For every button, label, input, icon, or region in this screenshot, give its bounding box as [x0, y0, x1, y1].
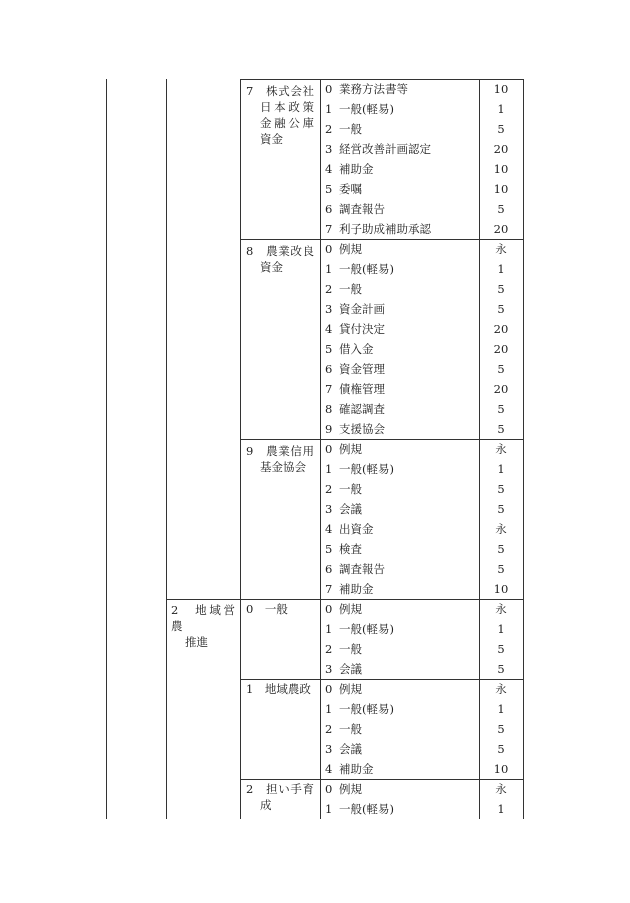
item-number: 4	[325, 522, 333, 536]
item-number: 3	[325, 662, 333, 676]
section-label-line: 基金協会	[260, 460, 306, 474]
item-number: 3	[325, 302, 333, 316]
retention-value: 5	[497, 502, 505, 516]
item-text: 資金管理	[339, 362, 385, 376]
item-text: 一般(軽易)	[339, 622, 394, 636]
item-text: 会議	[339, 502, 362, 516]
list-item	[325, 539, 362, 559]
retention-value: 1	[497, 102, 505, 116]
list-item	[325, 719, 362, 739]
retention-value: 5	[497, 562, 505, 576]
section-label-line: 日本政策	[260, 100, 314, 114]
column-rule-6	[523, 79, 524, 819]
item-number: 4	[325, 762, 333, 776]
item-number: 1	[325, 262, 333, 276]
list-item	[325, 639, 362, 659]
item-number: 5	[325, 542, 333, 556]
list-item	[325, 459, 394, 479]
item-text: 例規	[339, 682, 362, 696]
retention-value: 20	[493, 342, 509, 356]
retention-value: 5	[497, 362, 505, 376]
item-text: 確認調査	[339, 402, 385, 416]
item-number: 2	[325, 722, 333, 736]
item-number: 0	[325, 682, 333, 696]
item-number: 0	[325, 442, 333, 456]
section-label-line: 資金	[260, 132, 283, 146]
retention-value: 永	[495, 682, 507, 696]
item-number: 6	[325, 562, 333, 576]
major-group-label	[171, 602, 235, 650]
column-rule-4	[320, 79, 321, 819]
section-label	[246, 681, 314, 697]
list-item	[325, 219, 431, 239]
item-number: 0	[325, 782, 333, 796]
retention-value: 5	[497, 202, 505, 216]
retention-value: 20	[493, 142, 509, 156]
item-text: 例規	[339, 602, 362, 616]
list-item	[325, 339, 374, 359]
item-number: 1	[325, 462, 333, 476]
item-text: 一般	[339, 282, 362, 296]
item-text: 借入金	[339, 342, 374, 356]
item-text: 補助金	[339, 582, 374, 596]
list-item	[325, 139, 431, 159]
item-text: 貸付決定	[339, 322, 385, 336]
retention-value: 永	[495, 782, 507, 796]
list-item	[325, 599, 362, 619]
item-number: 5	[325, 182, 333, 196]
list-item	[325, 379, 385, 399]
item-text: 一般(軽易)	[339, 802, 394, 816]
list-item	[325, 619, 394, 639]
column-rule-3	[240, 79, 241, 819]
section-label-line: 成	[260, 798, 272, 812]
item-text: 資金計画	[339, 302, 385, 316]
item-text: 一般(軽易)	[339, 102, 394, 116]
list-item	[325, 319, 385, 339]
section-label-line: 1 地域農政	[246, 682, 311, 696]
item-number: 9	[325, 422, 333, 436]
retention-value: 5	[497, 742, 505, 756]
list-item	[325, 679, 362, 699]
item-number: 3	[325, 502, 333, 516]
item-text: 例規	[339, 242, 362, 256]
item-number: 3	[325, 142, 333, 156]
list-item	[325, 519, 374, 539]
item-text: 一般	[339, 122, 362, 136]
list-item	[325, 479, 362, 499]
item-number: 0	[325, 242, 333, 256]
item-text: 補助金	[339, 162, 374, 176]
item-text: 利子助成補助承認	[339, 222, 431, 236]
retention-value: 1	[497, 622, 505, 636]
item-number: 7	[325, 222, 333, 236]
list-item	[325, 79, 408, 99]
retention-value: 10	[493, 82, 509, 96]
retention-value: 1	[497, 702, 505, 716]
item-text: 補助金	[339, 762, 374, 776]
item-number: 4	[325, 322, 333, 336]
item-number: 8	[325, 402, 333, 416]
list-item	[325, 439, 362, 459]
list-item	[325, 159, 374, 179]
item-number: 3	[325, 742, 333, 756]
column-rule-1	[106, 79, 107, 819]
retention-value: 5	[497, 282, 505, 296]
retention-value: 5	[497, 302, 505, 316]
item-text: 一般	[339, 642, 362, 656]
item-number: 6	[325, 362, 333, 376]
section-label-line: 0 一般	[246, 602, 288, 616]
item-number: 1	[325, 802, 333, 816]
list-item	[325, 579, 374, 599]
list-item	[325, 779, 362, 799]
list-item	[325, 799, 394, 819]
item-text: 一般(軽易)	[339, 262, 394, 276]
retention-value: 永	[495, 242, 507, 256]
item-number: 1	[325, 622, 333, 636]
item-text: 検査	[339, 542, 362, 556]
retention-value: 永	[495, 522, 507, 536]
item-text: 一般	[339, 722, 362, 736]
retention-value: 5	[497, 542, 505, 556]
item-text: 委嘱	[339, 182, 362, 196]
item-number: 4	[325, 162, 333, 176]
section-label	[246, 443, 314, 475]
item-number: 2	[325, 482, 333, 496]
retention-value: 永	[495, 442, 507, 456]
retention-value: 10	[493, 162, 509, 176]
major-group-label-line: 推進	[185, 635, 208, 649]
list-item	[325, 399, 385, 419]
item-number: 7	[325, 382, 333, 396]
retention-value: 5	[497, 482, 505, 496]
section-label-line: 7 株式会社	[246, 84, 314, 98]
list-item	[325, 499, 362, 519]
list-item	[325, 359, 385, 379]
retention-value: 10	[493, 582, 509, 596]
section-label-line: 2 担い手育	[246, 782, 314, 796]
list-item	[325, 759, 374, 779]
item-text: 一般(軽易)	[339, 702, 394, 716]
item-text: 会議	[339, 742, 362, 756]
list-item	[325, 299, 385, 319]
item-number: 5	[325, 342, 333, 356]
item-text: 調査報告	[339, 202, 385, 216]
list-item	[325, 119, 362, 139]
item-number: 2	[325, 122, 333, 136]
list-item	[325, 199, 385, 219]
retention-value: 20	[493, 222, 509, 236]
list-item	[325, 739, 362, 759]
item-text: 支援協会	[339, 422, 385, 436]
item-number: 2	[325, 642, 333, 656]
retention-value: 5	[497, 122, 505, 136]
retention-value: 10	[493, 762, 509, 776]
list-item	[325, 179, 362, 199]
item-number: 2	[325, 282, 333, 296]
item-number: 1	[325, 702, 333, 716]
item-text: 例規	[339, 442, 362, 456]
retention-value: 1	[497, 462, 505, 476]
section-label	[246, 83, 314, 147]
item-text: 一般	[339, 482, 362, 496]
section-label-line: 8 農業改良	[246, 244, 314, 258]
retention-value: 10	[493, 182, 509, 196]
retention-value: 20	[493, 322, 509, 336]
retention-value: 永	[495, 602, 507, 616]
item-number: 7	[325, 582, 333, 596]
section-label	[246, 243, 314, 275]
retention-value: 1	[497, 802, 505, 816]
item-text: 債権管理	[339, 382, 385, 396]
major-group-label-line: 2 地域営農	[171, 603, 235, 633]
section-label	[246, 781, 314, 813]
item-text: 例規	[339, 782, 362, 796]
retention-value: 5	[497, 662, 505, 676]
list-item	[325, 559, 385, 579]
retention-value: 5	[497, 402, 505, 416]
retention-value: 5	[497, 642, 505, 656]
item-number: 0	[325, 82, 333, 96]
section-label-line: 資金	[260, 260, 283, 274]
list-item	[325, 279, 362, 299]
list-item	[325, 419, 385, 439]
section-label-line: 9 農業信用	[246, 444, 314, 458]
item-number: 1	[325, 102, 333, 116]
list-item	[325, 259, 394, 279]
retention-value: 1	[497, 262, 505, 276]
section-label-line: 金融公庫	[260, 116, 314, 130]
list-item	[325, 239, 362, 259]
section-label	[246, 601, 314, 617]
list-item	[325, 99, 394, 119]
list-item	[325, 659, 362, 679]
item-text: 業務方法書等	[339, 82, 408, 96]
retention-value: 5	[497, 422, 505, 436]
item-number: 6	[325, 202, 333, 216]
item-text: 経営改善計画認定	[339, 142, 431, 156]
item-number: 0	[325, 602, 333, 616]
item-text: 会議	[339, 662, 362, 676]
column-rule-2	[166, 79, 167, 819]
item-text: 出資金	[339, 522, 374, 536]
item-text: 調査報告	[339, 562, 385, 576]
item-text: 一般(軽易)	[339, 462, 394, 476]
retention-value: 5	[497, 722, 505, 736]
retention-value: 20	[493, 382, 509, 396]
list-item	[325, 699, 394, 719]
